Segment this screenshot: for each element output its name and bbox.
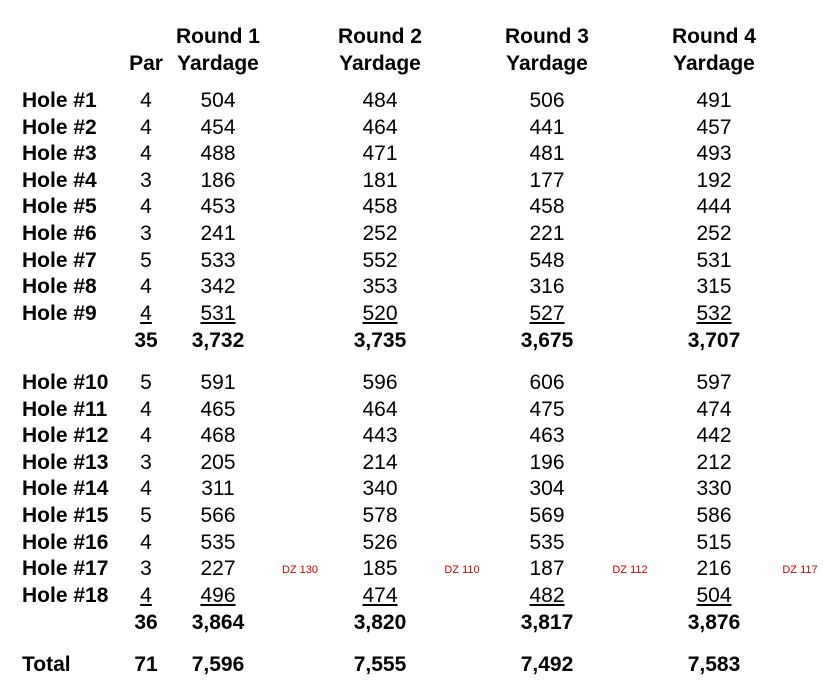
hole-par: 5 <box>140 248 152 272</box>
hole-label: Hole #3 <box>22 142 97 166</box>
hole-label: Hole #12 <box>22 424 109 448</box>
hole-yardage-round-3: 463 <box>529 424 565 448</box>
hole-label: Hole #5 <box>22 195 97 219</box>
round-1-header-line1: Round 1 <box>176 25 260 48</box>
hole-yardage-round-4: 330 <box>696 477 732 501</box>
hole-yardage-round-2: 464 <box>362 115 398 139</box>
hole-yardage-round-1: 533 <box>200 248 236 272</box>
hole-yardage-round-4: 252 <box>696 222 732 245</box>
hole-yardage-round-1: 591 <box>200 371 236 394</box>
hole-yardage-round-1: 241 <box>200 222 236 245</box>
round-2-header-line2: Yardage <box>339 52 421 75</box>
hole-par: 4 <box>140 275 152 299</box>
hole-yardage-round-3: 458 <box>529 195 565 219</box>
hole-par: 4 <box>140 530 152 554</box>
hole-yardage-round-3: 475 <box>529 397 565 421</box>
hole-label: Hole #9 <box>22 301 97 325</box>
hole-yardage-round-4: 192 <box>696 168 732 192</box>
hole-yardage-round-3: 527 <box>529 301 565 325</box>
subtotal-yardage-round-1: 3,732 <box>191 329 245 352</box>
drop-zone-note-round-2: DZ 110 <box>444 564 480 577</box>
hole-yardage-round-4: 532 <box>696 301 732 325</box>
round-3-header-line1: Round 3 <box>505 25 589 48</box>
hole-yardage-round-2: 464 <box>362 397 398 421</box>
hole-yardage-round-1: 454 <box>200 115 236 139</box>
hole-label: Hole #11 <box>22 397 108 421</box>
hole-yardage-round-3: 316 <box>529 275 565 299</box>
hole-par: 4 <box>140 424 152 448</box>
hole-yardage-round-3: 196 <box>529 450 565 474</box>
hole-par: 4 <box>140 115 152 139</box>
hole-yardage-round-3: 569 <box>529 504 565 527</box>
hole-yardage-round-1: 227 <box>200 557 236 581</box>
hole-yardage-round-2: 181 <box>362 168 398 192</box>
hole-yardage-round-3: 535 <box>529 530 565 554</box>
subtotal-yardage-round-4: 7,583 <box>687 653 741 676</box>
hole-yardage-round-2: 340 <box>362 477 398 501</box>
hole-yardage-round-4: 597 <box>696 371 732 394</box>
hole-yardage-round-1: 488 <box>200 142 236 166</box>
total-label: Total <box>22 653 71 676</box>
hole-yardage-round-2: 458 <box>362 195 398 219</box>
hole-yardage-round-1: 566 <box>200 504 236 527</box>
hole-yardage-round-2: 596 <box>362 371 398 394</box>
hole-label: Hole #7 <box>22 248 97 272</box>
hole-yardage-round-4: 216 <box>696 557 732 581</box>
hole-yardage-round-1: 468 <box>200 424 236 448</box>
subtotal-par: 71 <box>134 653 158 676</box>
hole-yardage-round-2: 578 <box>362 504 398 527</box>
hole-yardage-round-4: 491 <box>696 89 732 112</box>
round-2-header-line1: Round 2 <box>338 25 422 48</box>
hole-yardage-round-3: 441 <box>529 115 565 139</box>
subtotal-yardage-round-3: 7,492 <box>520 653 574 676</box>
hole-label: Hole #8 <box>22 275 97 299</box>
hole-yardage-round-4: 515 <box>696 530 732 554</box>
par-header: Par <box>129 52 163 75</box>
hole-yardage-round-1: 465 <box>200 397 236 421</box>
hole-par: 4 <box>140 89 152 112</box>
hole-yardage-round-1: 342 <box>200 275 236 299</box>
hole-yardage-round-4: 315 <box>696 275 732 299</box>
hole-yardage-round-2: 471 <box>362 142 398 166</box>
round-3-header-line2: Yardage <box>506 52 588 75</box>
hole-yardage-round-1: 531 <box>200 301 236 325</box>
subtotal-yardage-round-2: 3,820 <box>353 611 407 634</box>
subtotal-yardage-round-4: 3,707 <box>687 329 741 352</box>
hole-yardage-round-2: 552 <box>362 248 398 272</box>
hole-label: Hole #13 <box>22 450 109 474</box>
hole-yardage-round-1: 205 <box>200 450 236 474</box>
hole-yardage-round-2: 214 <box>362 450 398 474</box>
hole-par: 4 <box>140 301 152 325</box>
hole-yardage-round-3: 481 <box>529 142 565 166</box>
subtotal-yardage-round-4: 3,876 <box>687 611 741 634</box>
hole-yardage-round-3: 187 <box>529 557 565 581</box>
subtotal-yardage-round-1: 3,864 <box>191 611 245 634</box>
hole-yardage-round-2: 252 <box>362 222 398 245</box>
hole-yardage-round-2: 526 <box>362 530 398 554</box>
hole-yardage-round-4: 212 <box>696 450 732 474</box>
hole-yardage-round-4: 474 <box>696 397 732 421</box>
hole-par: 4 <box>140 583 152 607</box>
hole-yardage-round-2: 520 <box>362 301 398 325</box>
hole-par: 3 <box>140 222 152 245</box>
round-4-header-line1: Round 4 <box>672 25 756 48</box>
hole-yardage-round-2: 443 <box>362 424 398 448</box>
hole-yardage-round-4: 442 <box>696 424 732 448</box>
subtotal-par: 35 <box>134 329 158 352</box>
hole-yardage-round-4: 457 <box>696 115 732 139</box>
hole-yardage-round-1: 186 <box>200 168 236 192</box>
hole-yardage-round-1: 535 <box>200 530 236 554</box>
hole-yardage-round-3: 506 <box>529 89 565 112</box>
hole-yardage-round-2: 484 <box>362 89 398 112</box>
subtotal-par: 36 <box>134 611 158 634</box>
hole-label: Hole #16 <box>22 530 109 554</box>
hole-yardage-round-4: 531 <box>696 248 732 272</box>
hole-par: 4 <box>140 142 152 166</box>
hole-par: 4 <box>140 195 152 219</box>
round-1-header-line2: Yardage <box>177 52 259 75</box>
hole-yardage-round-4: 504 <box>696 583 732 607</box>
hole-par: 3 <box>140 450 152 474</box>
subtotal-yardage-round-2: 7,555 <box>353 653 407 676</box>
hole-label: Hole #18 <box>22 583 109 607</box>
round-4-header-line2: Yardage <box>673 52 755 75</box>
hole-label: Hole #17 <box>22 557 109 581</box>
hole-yardage-round-4: 444 <box>696 195 732 219</box>
hole-yardage-round-3: 482 <box>529 583 565 607</box>
hole-label: Hole #14 <box>22 477 109 501</box>
hole-yardage-round-1: 504 <box>200 89 236 112</box>
subtotal-yardage-round-3: 3,817 <box>520 611 574 634</box>
subtotal-yardage-round-1: 7,596 <box>191 653 245 676</box>
hole-par: 5 <box>140 504 152 527</box>
subtotal-yardage-round-3: 3,675 <box>520 329 574 352</box>
drop-zone-note-round-3: DZ 112 <box>612 564 648 577</box>
hole-par: 4 <box>140 397 152 421</box>
hole-yardage-round-3: 606 <box>529 371 565 394</box>
hole-label: Hole #15 <box>22 504 109 527</box>
drop-zone-note-round-1: DZ 130 <box>281 564 319 577</box>
hole-yardage-round-2: 474 <box>362 583 398 607</box>
hole-label: Hole #4 <box>22 168 97 192</box>
hole-yardage-round-4: 586 <box>696 504 732 527</box>
subtotal-yardage-round-2: 3,735 <box>353 329 407 352</box>
hole-par: 4 <box>140 477 152 501</box>
hole-yardage-round-2: 185 <box>362 557 398 581</box>
hole-label: Hole #10 <box>22 371 109 394</box>
hole-par: 3 <box>140 557 152 581</box>
hole-yardage-round-1: 453 <box>200 195 236 219</box>
drop-zone-note-round-4: DZ 117 <box>782 564 818 577</box>
hole-yardage-round-3: 221 <box>529 222 565 245</box>
hole-label: Hole #2 <box>22 115 97 139</box>
hole-par: 3 <box>140 168 152 192</box>
hole-yardage-round-2: 353 <box>362 275 398 299</box>
hole-yardage-round-1: 311 <box>201 477 235 501</box>
hole-label: Hole #1 <box>22 89 97 112</box>
hole-label: Hole #6 <box>22 222 97 245</box>
hole-yardage-round-3: 177 <box>529 168 565 192</box>
hole-par: 5 <box>140 371 152 394</box>
hole-yardage-round-4: 493 <box>696 142 732 166</box>
hole-yardage-round-3: 548 <box>529 248 565 272</box>
hole-yardage-round-1: 496 <box>200 583 236 607</box>
hole-yardage-round-3: 304 <box>529 477 565 501</box>
